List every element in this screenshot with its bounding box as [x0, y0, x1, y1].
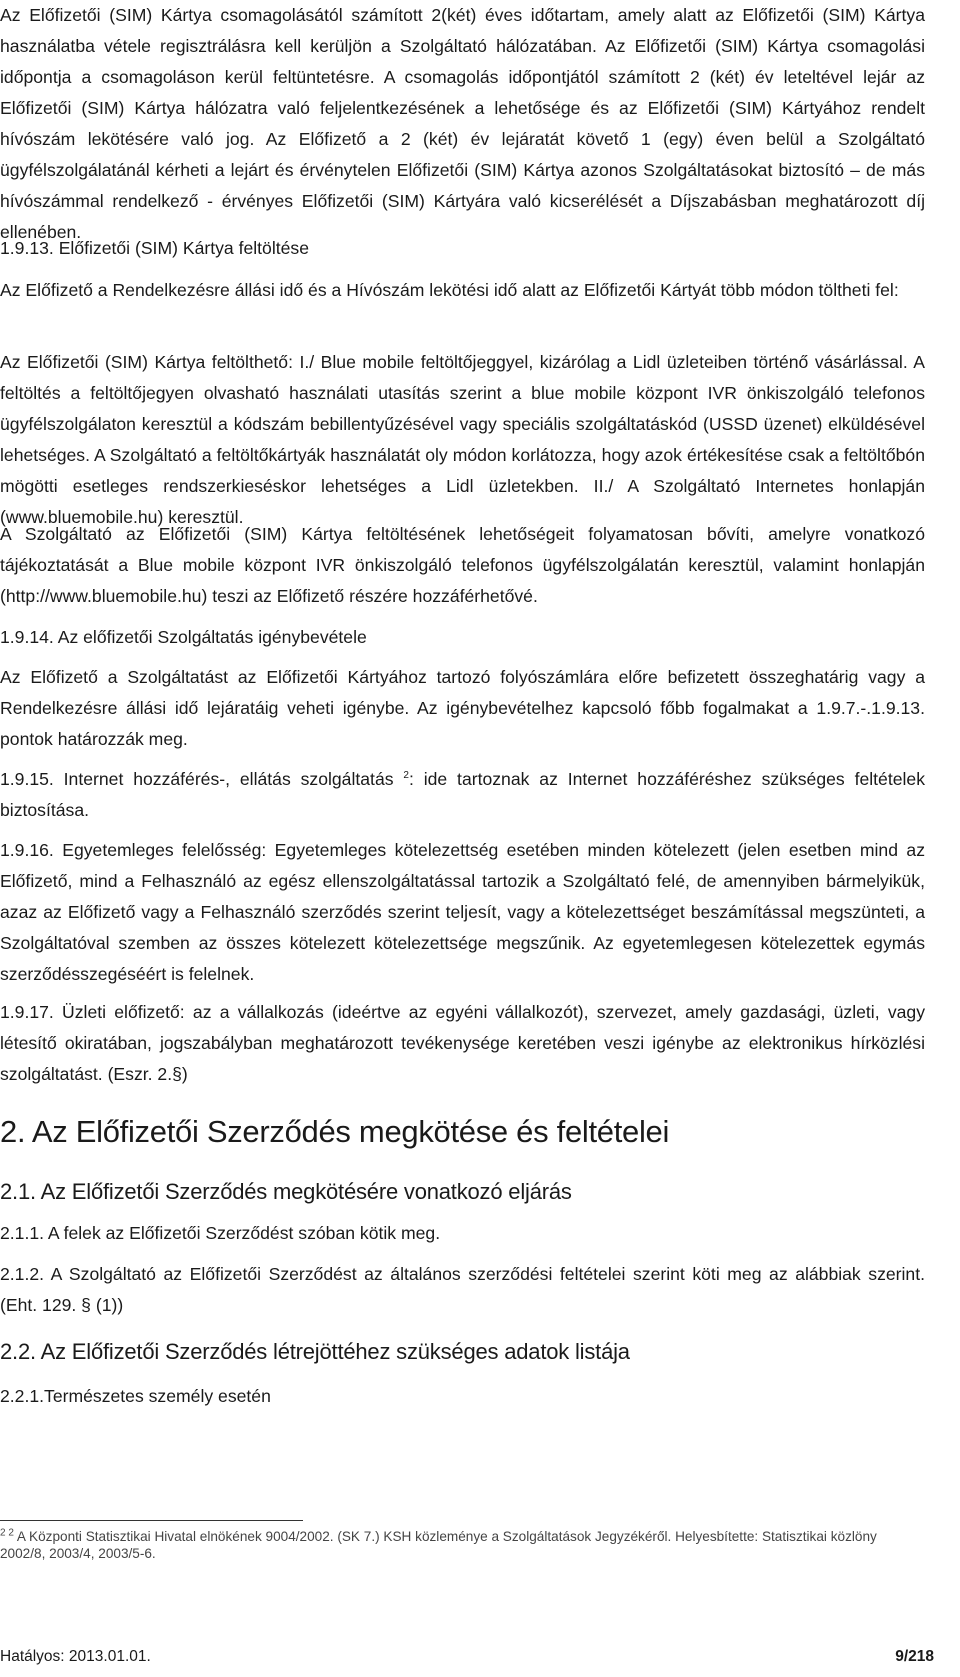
footnote-marker: 2 2	[0, 1527, 14, 1539]
paragraph-topup-methods: Az Előfizető a Rendelkezésre állási idő és a Hívószám lekötési idő alatt az Előfizetői Kártyát több módon töltheti fel:	[0, 280, 899, 300]
footnote-divider	[0, 1520, 303, 1521]
section-1-9-13-title: 1.9.13. Előfizetői (SIM) Kártya feltöltése	[0, 238, 310, 258]
paragraph-joint-liability: 1.9.16. Egyetemleges felelősség: Egyetemleges kötelezettség esetében minden kötelezett (jelen esetben mind az Előfizető, mind a Felhasználó az egész ellenszolgáltatással tartozik a Szolgáltató felé, de amennyiben bármelyikük, azaz az Előfizető vagy a Felhasználó szerződés szerint teljesít, vagy a kötelezettséget beszámítással megszünteti, a Szolgáltatóval szemben az összes kötelezett kötelezettsége megszűnik. Az egyetemlegesen kötelezettek egymás szerződésszegéséért is felelnek.	[0, 840, 925, 984]
paragraph-service-usage: Az Előfizető a Szolgáltatást az Előfizetői Kártyához tartozó folyószámlára előre befizetett összeghatárig vagy a Rendelkezésre állási idő lejáratáig veheti igénybe. Az igénybevételhez kapcsoló főbb fogalmakat a 1.9.7.-.1.9.13. pontok határozzák meg.	[0, 667, 925, 749]
heading-section-2-2: 2.2. Az Előfizetői Szerződés létrejöttéhez szükséges adatok listája	[0, 1339, 630, 1364]
footnote-reference: 2	[403, 770, 409, 782]
heading-section-2: 2. Az Előfizetői Szerződés megkötése és feltételei	[0, 1114, 670, 1149]
paragraph-business-subscriber: 1.9.17. Üzleti előfizető: az a vállalkozás (ideértve az egyéni vállalkozót), szervezet, amely gazdasági, üzleti, vagy létesítő okiratában, jogszabályban meghatározott tevékenysége keretében veszi igénybe az elektronikus hírközlési szolgáltatást. (Eszr. 2.§)	[0, 1002, 925, 1084]
footer-effective-date: Hatályos: 2013.01.01.	[0, 1648, 151, 1665]
item-2-1-1: 2.1.1. A felek az Előfizetői Szerződést szóban kötik meg.	[0, 1223, 441, 1243]
item-2-2-1: 2.2.1.Természetes személy esetén	[0, 1386, 271, 1406]
paragraph-internet-access: 1.9.15. Internet hozzáférés-, ellátás szolgáltatás $^2$: ide tartoznak az Internet hozzáféréshez szükséges feltételek biztosítása.	[0, 769, 925, 820]
footnote	[0, 1528, 925, 1562]
section-1-9-14-title: 1.9.14. Az előfizetői Szolgáltatás igénybevétele	[0, 627, 367, 647]
footer-page-number: 9/218	[895, 1648, 934, 1665]
footnote-text: A Központi Statisztikai Hivatal elnökének 9004/2002. (SK 7.) KSH közleménye a Szolgáltatások Jegyzékéről. Helyesbítette: Statisztikai közlöny 2002/8, 2003/4, 2003/5-6.	[0, 1529, 877, 1561]
item-2-1-2: 2.1.2. A Szolgáltató az Előfizetői Szerződést az általános szerződési feltételei szerint köti meg az alábbiak szerint. (Eht. 129. § (1))	[0, 1264, 925, 1315]
paragraph-topup-expansion: A Szolgáltató az Előfizetői (SIM) Kártya feltöltésének lehetőségeit folyamatosan bővíti, amelyre vonatkozó tájékoztatását a Blue mobile központ IVR önkiszolgáló telefonos ügyfélszolgálatán keresztül, valamint honlapján (http://www.bluemobile.hu) teszi az Előfizető részére hozzáférhetővé.	[0, 524, 925, 606]
paragraph-sim-card-validity: Az Előfizetői (SIM) Kártya csomagolásától számított 2(két) éves időtartam, amely alatt az Előfizetői (SIM) Kártya használatba vétele regisztrálásra kell kerüljön a Szolgáltató hálózatában. Az Előfizetői (SIM) Kártya csomagolási időpontja a csomagoláson kerül feltüntetésre. A csomagolás időpontjától számított 2 (két) év leteltével lejár az Előfizetői (SIM) Kártya hálózatra való feljelentkezésének a lehetősége és az Előfizetői (SIM) Kártyához rendelt hívószám lekötésére való jog. Az Előfizető a 2 (két) év lejáratát követő 1 (egy) éven belül a Szolgáltató ügyfélszolgálatánál kérheti a lejárt és érvénytelen Előfizetői (SIM) Kártya azonos Szolgáltatásokat biztosító – de más hívószámmal rendelkező - érvényes Előfizetői (SIM) Kártyára való kicserélését a Díjszabásban meghatározott díj ellenében.	[0, 5, 925, 242]
heading-section-2-1: 2.1. Az Előfizetői Szerződés megkötésére vonatkozó eljárás	[0, 1179, 572, 1204]
paragraph-topup-options: Az Előfizetői (SIM) Kártya feltölthető: I./ Blue mobile feltöltőjeggyel, kizárólag a Lidl üzleteiben történő vásárlással. A feltöltés a feltöltőjegyen olvasható használati utasítás szerint a blue mobile központ IVR önkiszolgáló telefonos ügyfélszolgálaton keresztül a kódszám bebillentyűzésével vagy speciális szolgáltatáskód (USSD üzenet) elküldésével lehetséges. A Szolgáltató a feltöltőkártyák használatát oly módon korlátozza, hogy azok értékesítése csak a feltöltőbón mögötti esetleges rendszerkieséskor lehetséges a Lidl üzletekben. II./ A Szolgáltató Internetes honlapján (www.bluemobile.hu) keresztül.	[0, 352, 925, 527]
